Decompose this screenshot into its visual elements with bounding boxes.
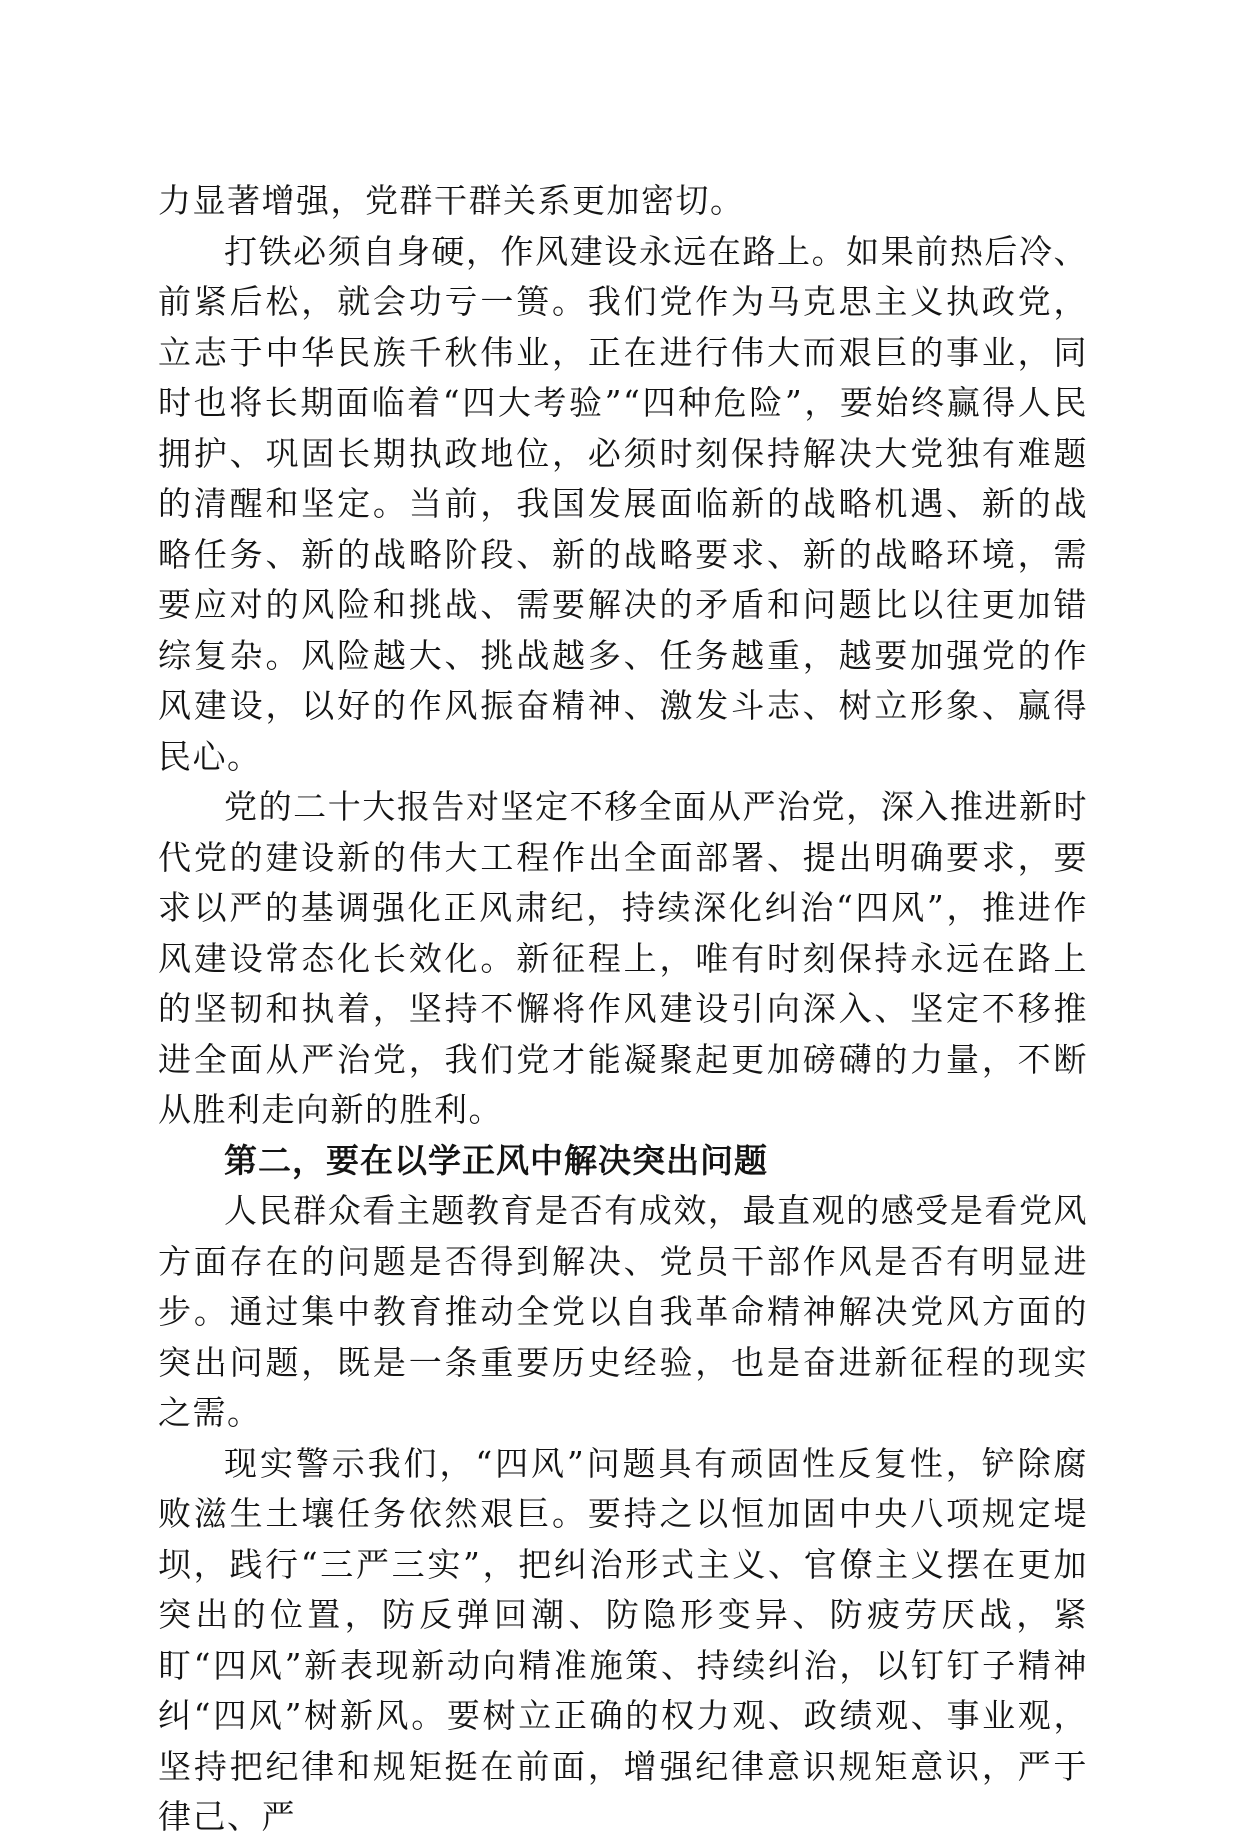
paragraph-continuation: 力显著增强，党群干群关系更加密切。: [158, 181, 745, 220]
document-page: [158, 176, 1088, 1843]
paragraph-style-building: 打铁必须自身硬，作风建设永远在路上。如果前热后冷、前紧后松，就会功亏一篑。我们党作为马克思主义执政党，立志于中华民族千秋伟业，正在进行伟大而艰巨的事业，同时也将长期面临着“四大考验”“四种危险”，要始终赢得人民拥护、巩固长期执政地位，必须时刻保持解决大党独有难题的清醒和坚定。当前，我国发展面临新的战略机遇、新的战略任务、新的战略阶段、新的战略要求、新的战略环境，需要应对的风险和挑战、需要解决的矛盾和问题比以往更加错综复杂。风险越大、挑战越多、任务越重，越要加强党的作风建设，以好的作风振奋精神、激发斗志、树立形象、赢得民心。: [158, 231, 1088, 776]
section-heading: 第二，要在以学正风中解决突出问题: [224, 1140, 768, 1180]
paragraph-twentieth-congress: 党的二十大报告对坚定不移全面从严治党，深入推进新时代党的建设新的伟大工程作出全面部署、提出明确要求，要求以严的基调强化正风肃纪，持续深化纠治“四风”，推进作风建设常态化长效化。新征程上，唯有时刻保持永远在路上的坚韧和执着，坚持不懈将作风建设引向深入、坚定不移推进全面从严治党，我们党才能凝聚起更加磅礴的力量，不断从胜利走向新的胜利。: [158, 787, 1088, 1129]
paragraph-public-perception: 人民群众看主题教育是否有成效，最直观的感受是看党风方面存在的问题是否得到解决、党员干部作风是否有明显进步。通过集中教育推动全党以自我革命精神解决党风方面的突出问题，既是一条重要历史经验，也是奋进新征程的现实之需。: [158, 1191, 1088, 1432]
paragraph-four-winds: 现实警示我们，“四风”问题具有顽固性反复性，铲除腐败滋生土壤任务依然艰巨。要持之以恒加固中央八项规定堤坝，践行“三严三实”，把纠治形式主义、官僚主义摆在更加突出的位置，防反弹回潮、防隐形变异、防疲劳厌战，紧盯“四风”新表现新动向精准施策、持续纠治，以钉钉子精神纠“四风”树新风。要树立正确的权力观、政绩观、事业观，坚持把纪律和规矩挺在前面，增强纪律意识规矩意识，严于律己、严: [158, 1443, 1088, 1836]
